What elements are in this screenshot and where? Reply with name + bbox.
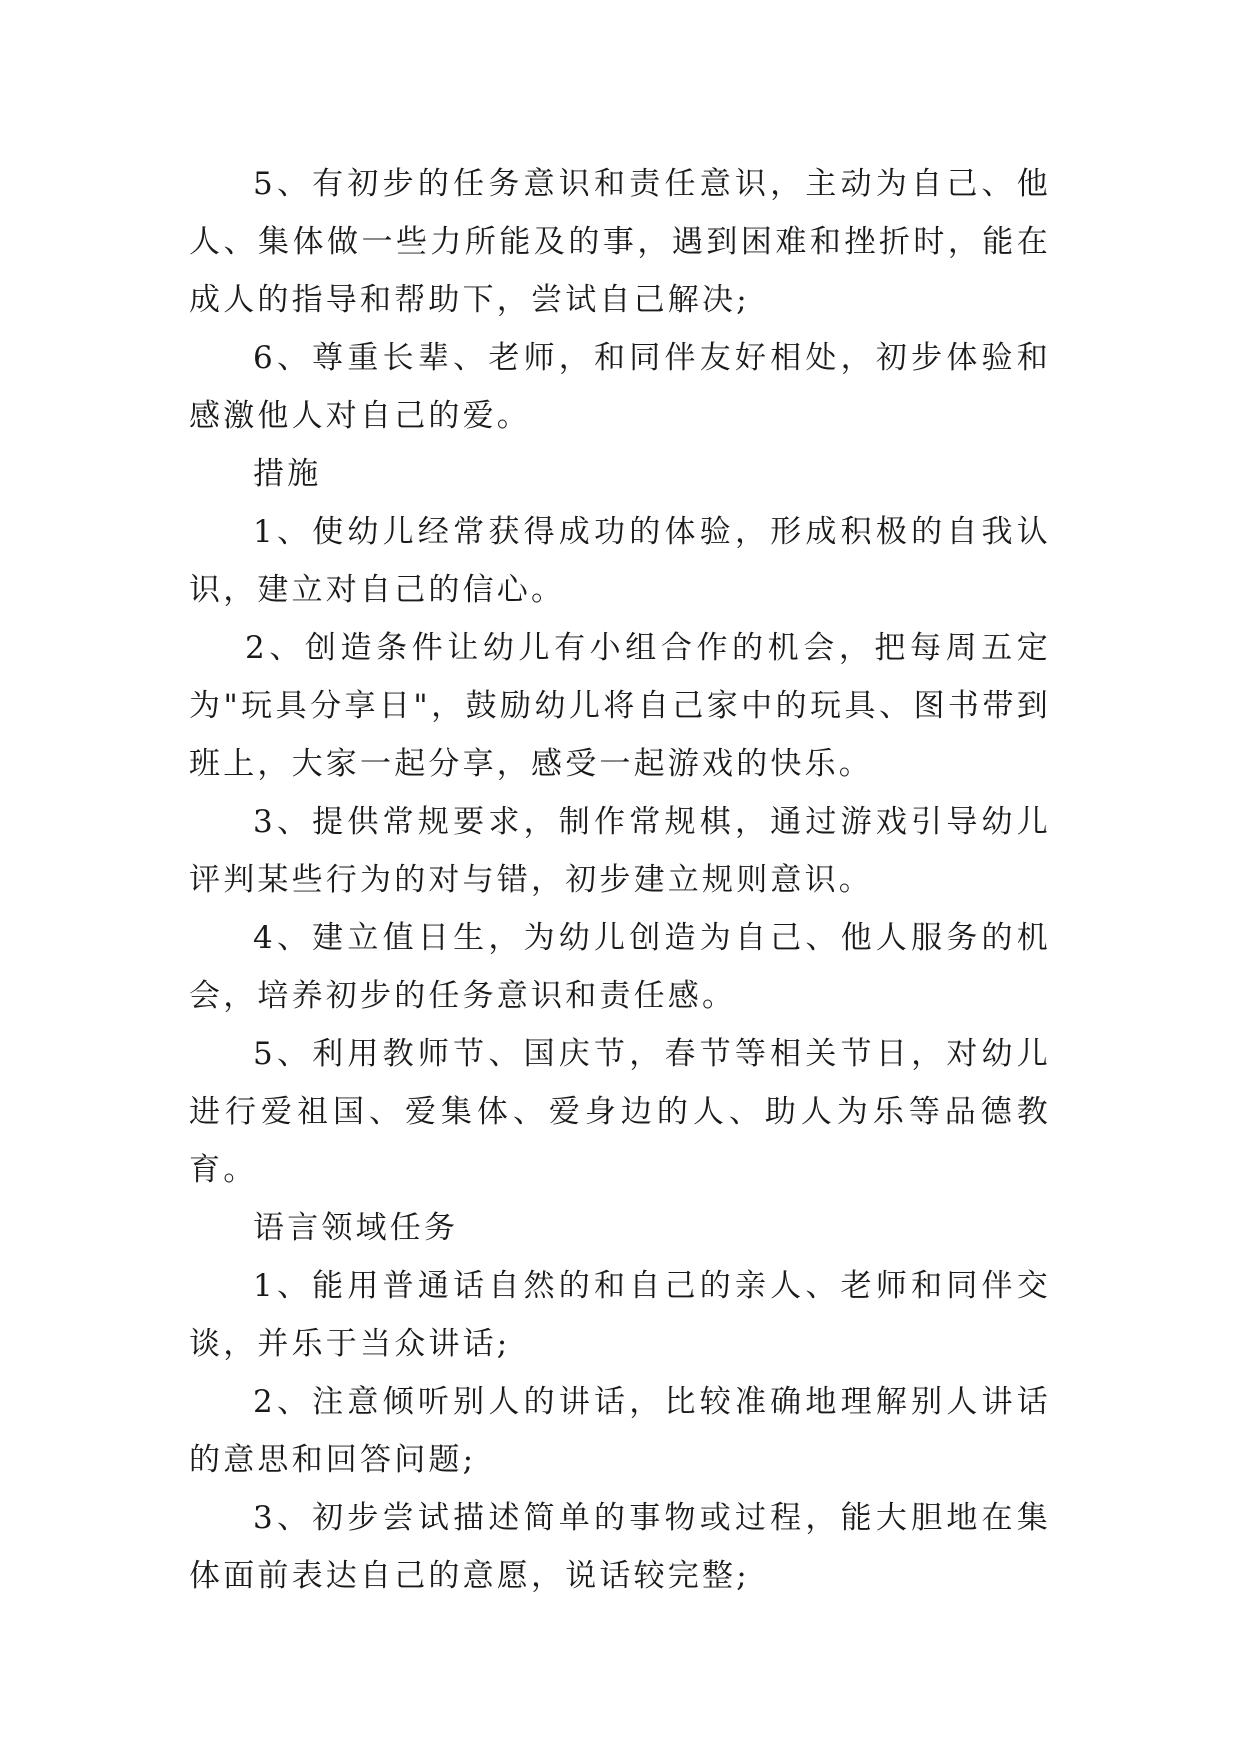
paragraph-language-task-2: 2、注意倾听别人的讲话，比较准确地理解别人讲话的意思和回答问题; [189,1384,1051,1478]
paragraph-measure-3: 3、提供常规要求，制作常规棋，通过游戏引导幼儿评判某些行为的对与错，初步建立规则意识。 [189,804,1051,898]
section-heading-language-tasks: 语言领域任务 [253,1210,459,1246]
paragraph-measure-4: 4、建立值日生，为幼儿创造为自己、他人服务的机会，培养初步的任务意识和责任感。 [189,920,1051,1014]
paragraph-language-task-1: 1、能用普通话自然的和自己的亲人、老师和同伴交谈，并乐于当众讲话; [189,1268,1051,1362]
section-heading-measures: 措施 [253,456,322,492]
paragraph-measure-1: 1、使幼儿经常获得成功的体验，形成积极的自我认识，建立对自己的信心。 [189,514,1051,608]
paragraph-social-goal-6: 6、尊重长辈、老师，和同伴友好相处，初步体验和感激他人对自己的爱。 [189,340,1051,434]
document-body [189,155,1051,1605]
paragraph-measure-2: 2、创造条件让幼儿有小组合作的机会，把每周五定为"玩具分享日"，鼓励幼儿将自己家中的玩具、图书带到班上，大家一起分享，感受一起游戏的快乐。 [189,630,1051,782]
paragraph-measure-5: 5、利用教师节、国庆节，春节等相关节日，对幼儿进行爱祖国、爱集体、爱身边的人、助人为乐等品德教育。 [189,1036,1051,1188]
paragraph-social-goal-5: 5、有初步的任务意识和责任意识，主动为自己、他人、集体做一些力所能及的事，遇到困难和挫折时，能在成人的指导和帮助下，尝试自己解决; [189,166,1051,318]
paragraph-language-task-3: 3、初步尝试描述简单的事物或过程，能大胆地在集体面前表达自己的意愿，说话较完整; [189,1500,1051,1594]
